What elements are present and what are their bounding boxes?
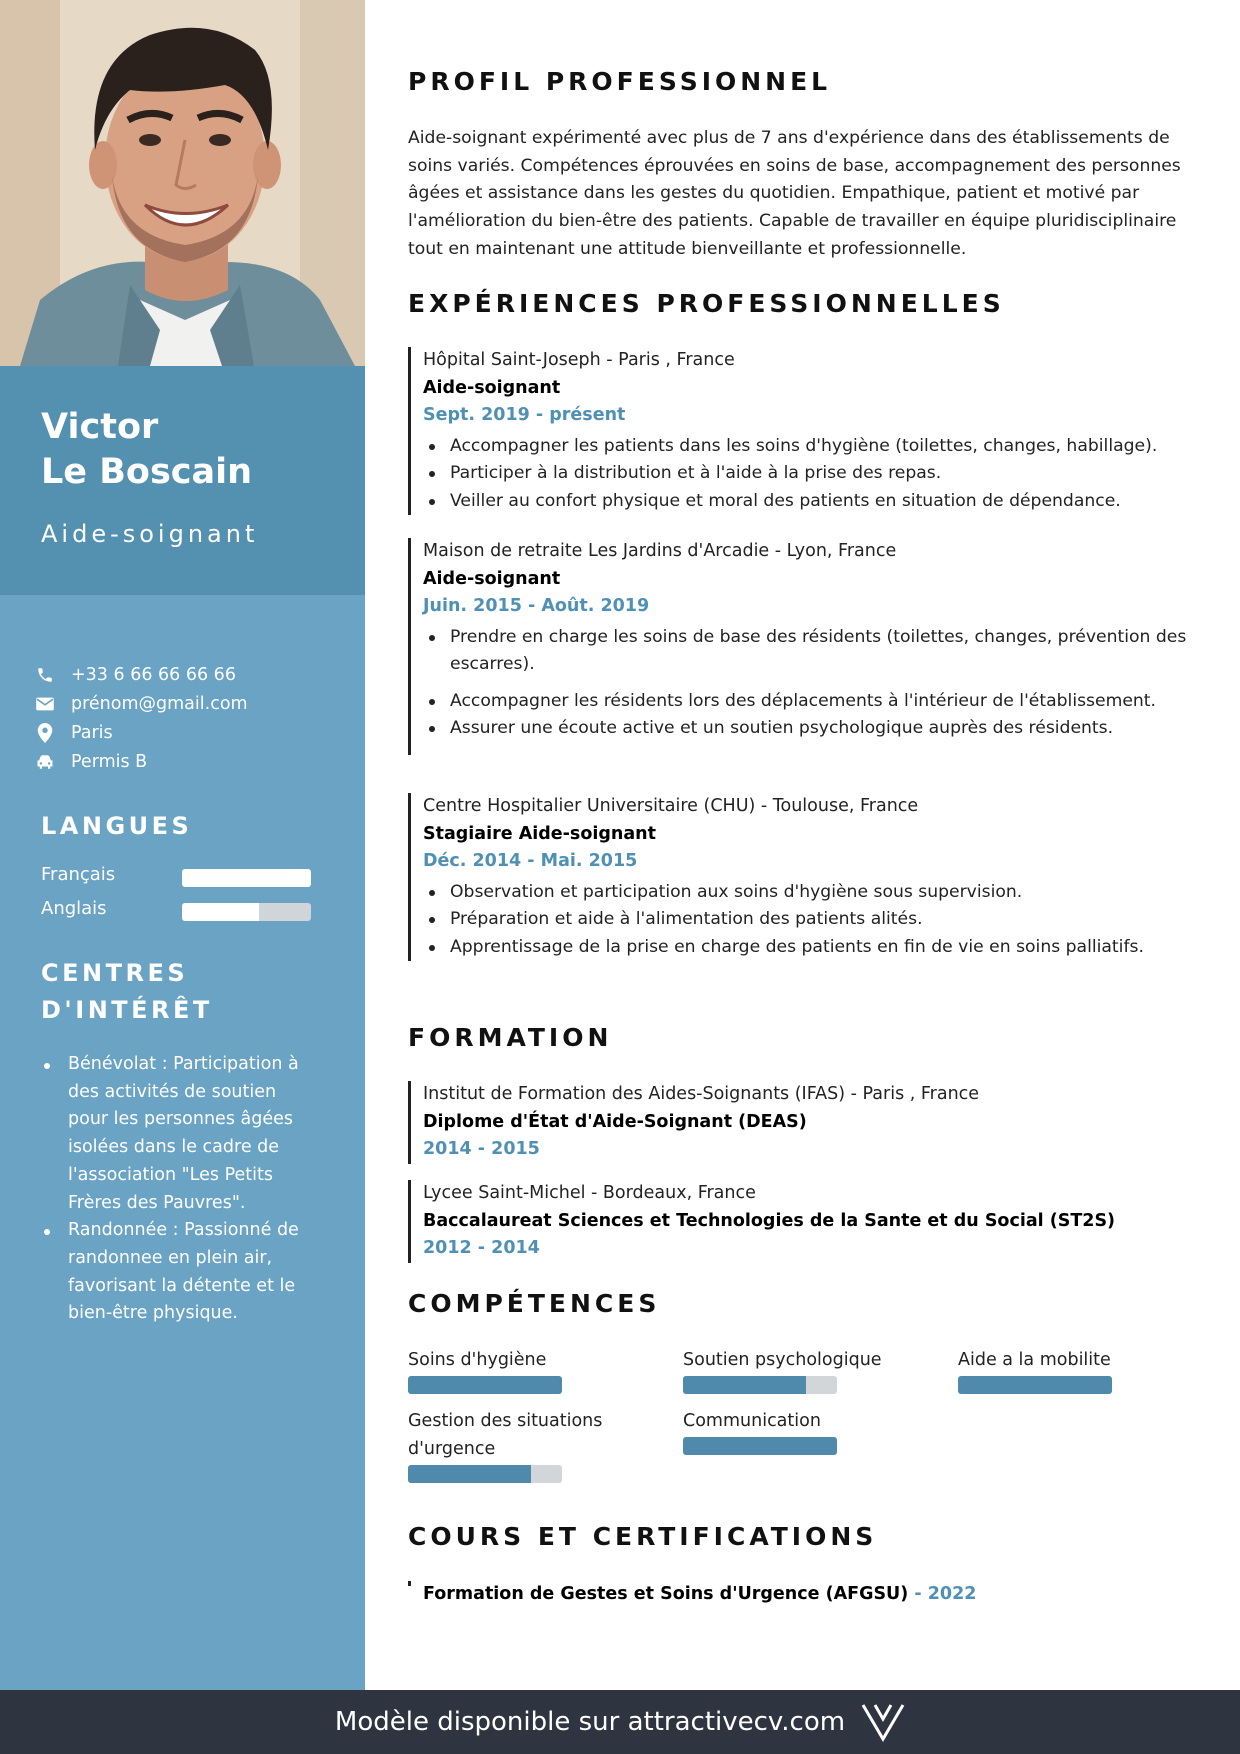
profile-photo: [0, 0, 365, 366]
skill-item: [683, 1346, 913, 1394]
experience-job: Stagiaire Aide-soignant: [423, 823, 656, 844]
attractivecv-v-logo-icon: [861, 1702, 905, 1742]
skill-name: Soins d'hygiène: [408, 1350, 547, 1370]
first-name: Victor: [41, 407, 159, 447]
certification-title: Formation de Gestes et Soins d'Urgence (AFGSU): [423, 1584, 909, 1604]
skill-level-bar: [683, 1376, 837, 1394]
contact-list: [34, 660, 354, 776]
experience-org: Hôpital Saint-Joseph - Paris , France: [423, 350, 735, 370]
language-item: [41, 864, 341, 888]
skill-name: Soutien psychologique: [683, 1350, 882, 1370]
experience-item: [408, 538, 1208, 755]
education-item: [408, 1081, 1208, 1164]
experience-item: [408, 793, 1208, 961]
experience-tasks: [423, 624, 1208, 755]
language-level-fill: [182, 869, 311, 887]
language-level-bar: [182, 903, 311, 921]
skill-name-line1: Gestion des situations: [408, 1411, 603, 1431]
person-role: Aide-soignant: [41, 520, 259, 548]
skill-name-line2: d'urgence: [408, 1439, 496, 1459]
task-item: Participer à la distribution et à l'aide à la prise des repas.: [423, 460, 1208, 488]
task-item: Apprentissage de la prise en charge des patients en fin de vie en soins palliatifs.: [423, 934, 1208, 962]
last-name: Le Boscain: [41, 452, 253, 492]
task-item: Préparation et aide à l'alimentation des patients alités.: [423, 906, 1208, 934]
task-item: Accompagner les résidents lors des déplacements à l'intérieur de l'établissement.: [423, 688, 1208, 716]
contact-location-text: Paris: [71, 722, 113, 743]
task-item: Assurer une écoute active et un soutien psychologique auprès des résidents.: [423, 715, 1208, 755]
task-item: Prendre en charge les soins de base des résidents (toilettes, changes, prévention des escarres).: [423, 624, 1208, 679]
languages-title: LANGUES: [41, 812, 193, 840]
contact-email-text[interactable]: prénom@gmail.com: [71, 693, 248, 714]
experience-job: Aide-soignant: [423, 568, 561, 589]
interest-item: Randonnée : Passionné de randonnee en plein air, favorisant la détente et le bien-être physique.: [41, 1217, 321, 1328]
task-item: Observation et participation aux soins d'hygiène sous supervision.: [423, 879, 1208, 907]
skill-level-fill: [408, 1376, 562, 1394]
interests-title-line2: D'INTÉRÊT: [41, 996, 213, 1024]
experience-date: Juin. 2015 - Août. 2019: [423, 596, 650, 616]
skill-name: Communication: [683, 1411, 821, 1431]
language-item: [41, 898, 341, 922]
education-date: 2014 - 2015: [423, 1139, 540, 1159]
profile-text: Aide-soignant expérimenté avec plus de 7 ans d'expérience dans des établissements de soins variés. Compétences éprouvées en soins de base, accompagnement des personnes âgées et assistance dans les gestes du quotidien. Empathique, patient et motivé par l'amélioration du bien-être des patients. Capable de travailler en équipe pluridisciplinaire tout en maintenant une attitude bienveillante et professionnelle.: [408, 128, 1181, 259]
experience-date: Sept. 2019 - présent: [423, 405, 626, 425]
interest-item: Bénévolat : Participation à des activités de soutien pour les personnes âgées isolées dans le cadre de l'association "Les Petits Frères des Pauvres".: [41, 1051, 321, 1217]
email-icon: [34, 693, 56, 715]
skill-level-bar: [683, 1437, 837, 1455]
interests-list: [41, 1051, 321, 1328]
education-date: 2012 - 2014: [423, 1238, 540, 1258]
education-degree: Baccalaureat Sciences et Technologies de la Sante et du Social (ST2S): [423, 1210, 1116, 1231]
education-title: FORMATION: [408, 1023, 613, 1052]
phone-icon: [34, 664, 56, 686]
skill-level-bar: [958, 1376, 1112, 1394]
education-item: [408, 1180, 1208, 1263]
contact-phone: [34, 660, 354, 689]
language-name: Anglais: [41, 898, 107, 919]
skill-level-fill: [683, 1376, 806, 1394]
certifications-title: COURS ET CERTIFICATIONS: [408, 1522, 878, 1551]
experience-org: Maison de retraite Les Jardins d'Arcadie - Lyon, France: [423, 541, 897, 561]
experience-item: [408, 347, 1208, 515]
experience-title: EXPÉRIENCES PROFESSIONNELLES: [408, 289, 1005, 318]
contact-email: [34, 689, 354, 718]
experience-tasks: [423, 879, 1208, 962]
certification-year: - 2022: [908, 1584, 977, 1604]
contact-license: [34, 747, 354, 776]
language-name: Français: [41, 864, 116, 885]
contact-location: [34, 718, 354, 747]
experience-job: Aide-soignant: [423, 377, 561, 398]
education-degree: Diplome d'État d'Aide-Soignant (DEAS): [423, 1111, 807, 1132]
experience-date: Déc. 2014 - Mai. 2015: [423, 851, 638, 871]
skill-item: [958, 1346, 1188, 1394]
contact-phone-text[interactable]: +33 6 66 66 66 66: [71, 664, 236, 685]
skill-level-fill: [408, 1465, 531, 1483]
skill-level-fill: [958, 1376, 1112, 1394]
task-item: Veiller au confort physique et moral des patients en situation de dépendance.: [423, 488, 1208, 516]
education-school: Lycee Saint-Michel - Bordeaux, France: [423, 1183, 756, 1203]
skill-item: [408, 1407, 638, 1483]
person-name: [41, 405, 252, 495]
skill-level-bar: [408, 1376, 562, 1394]
skill-item: [408, 1346, 638, 1394]
task-item: Accompagner les patients dans les soins d'hygiène (toilettes, changes, habillage).: [423, 433, 1208, 461]
certification-marker: [408, 1581, 411, 1586]
skill-level-bar: [408, 1465, 562, 1483]
skills-title: COMPÉTENCES: [408, 1289, 661, 1318]
interests-title: [41, 955, 213, 1029]
skill-level-fill: [683, 1437, 837, 1455]
footer-banner[interactable]: [0, 1690, 1240, 1754]
location-pin-icon: [34, 722, 56, 744]
profile-title: PROFIL PROFESSIONNEL: [408, 67, 832, 96]
education-school: Institut de Formation des Aides-Soignants (IFAS) - Paris , France: [423, 1084, 980, 1104]
experience-tasks: [423, 433, 1208, 516]
skill-item: [683, 1407, 913, 1455]
footer-text[interactable]: Modèle disponible sur attractivecv.com: [334, 1707, 846, 1737]
interests-title-line1: CENTRES: [41, 959, 189, 987]
skill-name: Aide a la mobilite: [958, 1350, 1111, 1370]
language-level-fill: [182, 903, 259, 921]
car-icon: [34, 751, 56, 773]
experience-org: Centre Hospitalier Universitaire (CHU) - Toulouse, France: [423, 796, 919, 816]
contact-license-text: Permis B: [71, 751, 148, 772]
certification-item: [408, 1580, 976, 1608]
language-level-bar: [182, 869, 311, 887]
